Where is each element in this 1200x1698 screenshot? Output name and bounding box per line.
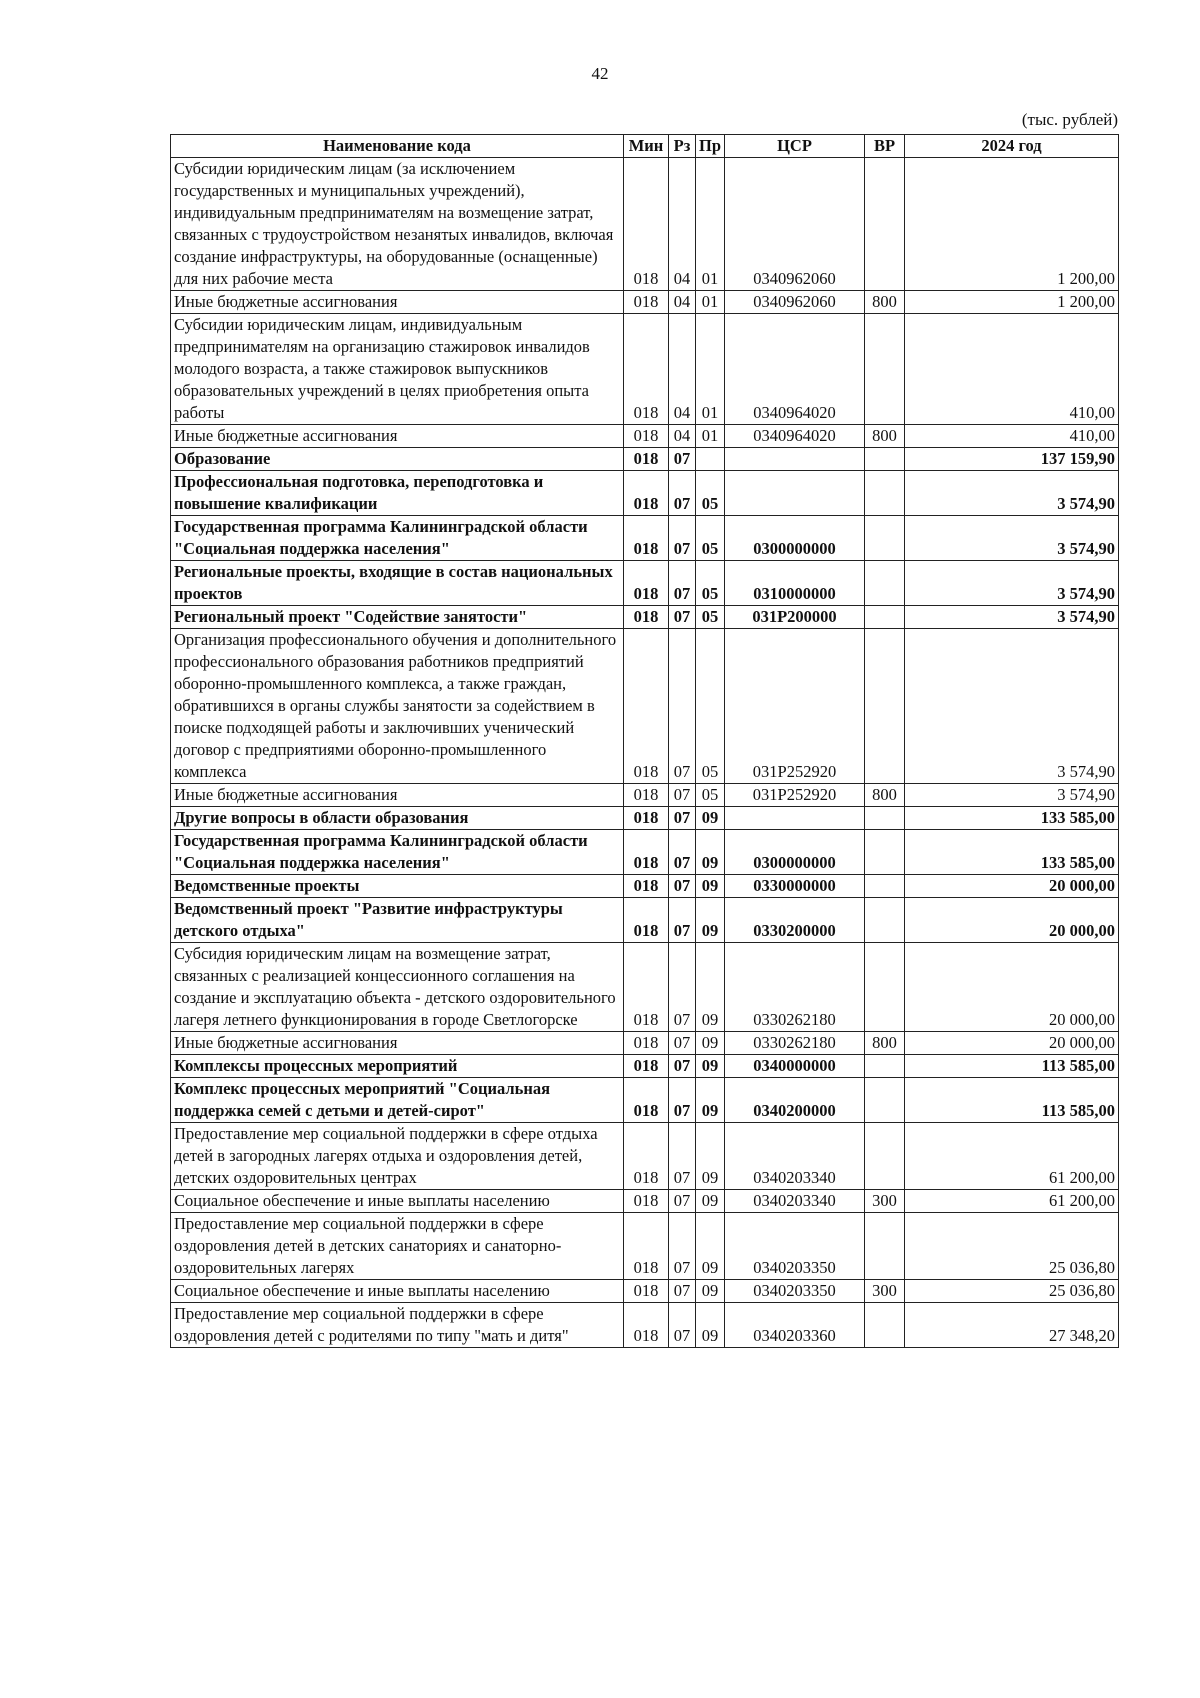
table-row	[171, 471, 1119, 516]
table-header-row	[171, 135, 1119, 158]
row-pr: 05	[696, 516, 725, 561]
row-pr: 09	[696, 1303, 725, 1348]
row-amount: 20 000,00	[905, 1032, 1119, 1055]
row-rz: 07	[669, 516, 696, 561]
table-row	[171, 1123, 1119, 1190]
row-pr: 05	[696, 784, 725, 807]
row-amount: 410,00	[905, 314, 1119, 425]
header-year: 2024 год	[905, 135, 1119, 158]
table-row	[171, 1055, 1119, 1078]
row-amount: 113 585,00	[905, 1055, 1119, 1078]
row-amount: 3 574,90	[905, 561, 1119, 606]
row-vr: 800	[865, 1032, 905, 1055]
row-amount: 3 574,90	[905, 471, 1119, 516]
row-min: 018	[624, 1280, 669, 1303]
row-vr	[865, 314, 905, 425]
row-amount: 3 574,90	[905, 784, 1119, 807]
row-amount: 113 585,00	[905, 1078, 1119, 1123]
row-csr: 0330200000	[725, 898, 865, 943]
row-pr: 09	[696, 830, 725, 875]
row-csr: 0340203340	[725, 1190, 865, 1213]
budget-table	[170, 134, 1119, 1348]
row-pr: 01	[696, 158, 725, 291]
row-amount: 25 036,80	[905, 1280, 1119, 1303]
row-name: Государственная программа Калининградской области "Социальная поддержка населения"	[171, 830, 624, 875]
row-name: Региональный проект "Содействие занятости"	[171, 606, 624, 629]
row-vr	[865, 943, 905, 1032]
row-csr: 0300000000	[725, 516, 865, 561]
row-csr: 0310000000	[725, 561, 865, 606]
row-csr: 031P252920	[725, 784, 865, 807]
row-csr: 0340200000	[725, 1078, 865, 1123]
row-amount: 1 200,00	[905, 158, 1119, 291]
row-vr: 800	[865, 425, 905, 448]
row-pr: 09	[696, 807, 725, 830]
table-row	[171, 629, 1119, 784]
table-row	[171, 807, 1119, 830]
row-rz: 07	[669, 807, 696, 830]
row-amount: 20 000,00	[905, 898, 1119, 943]
table-body	[171, 158, 1119, 1348]
row-vr	[865, 158, 905, 291]
row-name: Социальное обеспечение и иные выплаты населению	[171, 1280, 624, 1303]
row-vr	[865, 1123, 905, 1190]
row-pr: 09	[696, 875, 725, 898]
row-pr: 09	[696, 1213, 725, 1280]
units-caption: (тыс. рублей)	[1021, 110, 1118, 129]
row-amount: 3 574,90	[905, 606, 1119, 629]
row-csr: 0340962060	[725, 158, 865, 291]
row-rz: 07	[669, 448, 696, 471]
header-pr: Пр	[696, 135, 725, 158]
row-name: Комплекс процессных мероприятий "Социальная поддержка семей с детьми и детей-сирот"	[171, 1078, 624, 1123]
table-row	[171, 830, 1119, 875]
table-row	[171, 1032, 1119, 1055]
row-pr: 09	[696, 1055, 725, 1078]
row-name: Другие вопросы в области образования	[171, 807, 624, 830]
row-name: Образование	[171, 448, 624, 471]
row-vr	[865, 875, 905, 898]
row-name: Субсидии юридическим лицам, индивидуальным предпринимателям на организацию стажировок инвалидов молодого возраста, а также стажировок выпускников образовательных учреждений в целях приобретения опыта работы	[171, 314, 624, 425]
row-pr: 09	[696, 898, 725, 943]
row-min: 018	[624, 425, 669, 448]
row-pr: 09	[696, 1190, 725, 1213]
row-amount: 133 585,00	[905, 807, 1119, 830]
row-csr: 0340964020	[725, 425, 865, 448]
row-amount: 61 200,00	[905, 1123, 1119, 1190]
table-row	[171, 314, 1119, 425]
row-csr: 0340203360	[725, 1303, 865, 1348]
header-rz: Рз	[669, 135, 696, 158]
row-pr	[696, 448, 725, 471]
row-amount: 27 348,20	[905, 1303, 1119, 1348]
table-row	[171, 561, 1119, 606]
table-row	[171, 1303, 1119, 1348]
row-name: Иные бюджетные ассигнования	[171, 1032, 624, 1055]
row-vr	[865, 471, 905, 516]
row-min: 018	[624, 830, 669, 875]
row-pr: 05	[696, 606, 725, 629]
row-csr: 0300000000	[725, 830, 865, 875]
row-min: 018	[624, 1055, 669, 1078]
row-csr: 0330000000	[725, 875, 865, 898]
table-row	[171, 425, 1119, 448]
row-amount: 410,00	[905, 425, 1119, 448]
row-vr: 300	[865, 1280, 905, 1303]
row-min: 018	[624, 291, 669, 314]
row-csr: 0340962060	[725, 291, 865, 314]
row-name: Иные бюджетные ассигнования	[171, 784, 624, 807]
row-rz: 07	[669, 1190, 696, 1213]
row-vr	[865, 629, 905, 784]
table-row	[171, 448, 1119, 471]
row-vr	[865, 516, 905, 561]
row-min: 018	[624, 1078, 669, 1123]
row-pr: 01	[696, 291, 725, 314]
row-pr: 01	[696, 425, 725, 448]
table-row	[171, 291, 1119, 314]
row-pr: 05	[696, 629, 725, 784]
row-rz: 04	[669, 158, 696, 291]
row-vr	[865, 448, 905, 471]
header-min: Мин	[624, 135, 669, 158]
row-name: Социальное обеспечение и иные выплаты населению	[171, 1190, 624, 1213]
row-min: 018	[624, 1213, 669, 1280]
row-name: Предоставление мер социальной поддержки в сфере оздоровления детей в детских санаториях и санаторно-оздоровительных лагерях	[171, 1213, 624, 1280]
row-name: Государственная программа Калининградской области "Социальная поддержка населения"	[171, 516, 624, 561]
row-min: 018	[624, 875, 669, 898]
row-name: Организация профессионального обучения и дополнительного профессионального образования работников предприятий оборонно-промышленного комплекса, а также граждан, обратившихся в органы службы занятости за содействием в поиске подходящей работы и заключивших ученический договор с предприятиями оборонно-промышленного комплекса	[171, 629, 624, 784]
row-min: 018	[624, 1190, 669, 1213]
row-name: Субсидия юридическим лицам на возмещение затрат, связанных с реализацией концессионного соглашения на создание и эксплуатацию объекта - детского оздоровительного лагеря летнего функционирования в городе Светлогорске	[171, 943, 624, 1032]
row-min: 018	[624, 561, 669, 606]
row-pr: 09	[696, 1078, 725, 1123]
row-csr	[725, 471, 865, 516]
table-row	[171, 943, 1119, 1032]
row-vr	[865, 1213, 905, 1280]
row-rz: 07	[669, 1078, 696, 1123]
table-row	[171, 784, 1119, 807]
row-csr: 0330262180	[725, 1032, 865, 1055]
row-min: 018	[624, 448, 669, 471]
row-name: Ведомственные проекты	[171, 875, 624, 898]
row-amount: 133 585,00	[905, 830, 1119, 875]
row-min: 018	[624, 1123, 669, 1190]
row-rz: 07	[669, 943, 696, 1032]
row-name: Комплексы процессных мероприятий	[171, 1055, 624, 1078]
row-min: 018	[624, 898, 669, 943]
row-csr: 0340000000	[725, 1055, 865, 1078]
row-min: 018	[624, 158, 669, 291]
row-rz: 07	[669, 606, 696, 629]
header-name: Наименование кода	[171, 135, 624, 158]
row-pr: 09	[696, 1032, 725, 1055]
row-vr: 800	[865, 291, 905, 314]
row-rz: 04	[669, 291, 696, 314]
row-csr: 0330262180	[725, 943, 865, 1032]
row-vr	[865, 561, 905, 606]
row-min: 018	[624, 943, 669, 1032]
row-vr	[865, 1078, 905, 1123]
row-pr: 05	[696, 561, 725, 606]
row-pr: 05	[696, 471, 725, 516]
table-row	[171, 898, 1119, 943]
row-min: 018	[624, 1032, 669, 1055]
row-rz: 07	[669, 1303, 696, 1348]
row-csr: 0340203340	[725, 1123, 865, 1190]
row-name: Предоставление мер социальной поддержки в сфере оздоровления детей с родителями по типу "мать и дитя"	[171, 1303, 624, 1348]
row-rz: 07	[669, 561, 696, 606]
row-min: 018	[624, 314, 669, 425]
row-csr: 031P200000	[725, 606, 865, 629]
row-rz: 07	[669, 1213, 696, 1280]
row-csr: 0340964020	[725, 314, 865, 425]
row-amount: 3 574,90	[905, 516, 1119, 561]
row-min: 018	[624, 606, 669, 629]
row-min: 018	[624, 629, 669, 784]
row-vr	[865, 1303, 905, 1348]
row-amount: 20 000,00	[905, 875, 1119, 898]
row-vr	[865, 807, 905, 830]
row-vr	[865, 1055, 905, 1078]
table-row	[171, 1213, 1119, 1280]
row-csr: 0340203350	[725, 1213, 865, 1280]
row-name: Предоставление мер социальной поддержки в сфере отдыха детей в загородных лагерях отдыха и оздоровления детей, детских оздоровительных центрах	[171, 1123, 624, 1190]
table-row	[171, 1280, 1119, 1303]
row-amount: 61 200,00	[905, 1190, 1119, 1213]
row-pr: 01	[696, 314, 725, 425]
row-vr	[865, 898, 905, 943]
row-vr: 800	[865, 784, 905, 807]
row-rz: 07	[669, 629, 696, 784]
row-amount: 1 200,00	[905, 291, 1119, 314]
row-amount: 137 159,90	[905, 448, 1119, 471]
row-amount: 3 574,90	[905, 629, 1119, 784]
row-vr	[865, 606, 905, 629]
header-csr: ЦСР	[725, 135, 865, 158]
row-rz: 07	[669, 875, 696, 898]
row-amount: 25 036,80	[905, 1213, 1119, 1280]
row-csr	[725, 448, 865, 471]
table-row	[171, 158, 1119, 291]
row-rz: 04	[669, 314, 696, 425]
header-vr: ВР	[865, 135, 905, 158]
row-min: 018	[624, 471, 669, 516]
row-csr	[725, 807, 865, 830]
row-vr	[865, 830, 905, 875]
table-row	[171, 606, 1119, 629]
row-csr: 031P252920	[725, 629, 865, 784]
row-name: Иные бюджетные ассигнования	[171, 291, 624, 314]
page-number: 42	[591, 64, 609, 83]
row-rz: 07	[669, 898, 696, 943]
row-min: 018	[624, 516, 669, 561]
row-min: 018	[624, 1303, 669, 1348]
row-rz: 07	[669, 830, 696, 875]
row-name: Иные бюджетные ассигнования	[171, 425, 624, 448]
row-name: Профессиональная подготовка, переподготовка и повышение квалификации	[171, 471, 624, 516]
row-rz: 07	[669, 784, 696, 807]
row-name: Субсидии юридическим лицам (за исключением государственных и муниципальных учреждений), индивидуальным предпринимателям на возмещение затрат, связанных с трудоустройством незанятых инвалидов, включая создание инфраструктуры, на оборудованные (оснащенные) для них рабочие места	[171, 158, 624, 291]
row-amount: 20 000,00	[905, 943, 1119, 1032]
row-min: 018	[624, 807, 669, 830]
table-row	[171, 1190, 1119, 1213]
row-rz: 07	[669, 1032, 696, 1055]
row-pr: 09	[696, 1280, 725, 1303]
row-pr: 09	[696, 943, 725, 1032]
row-name: Ведомственный проект "Развитие инфраструктуры детского отдыха"	[171, 898, 624, 943]
row-min: 018	[624, 784, 669, 807]
row-rz: 07	[669, 1055, 696, 1078]
row-rz: 07	[669, 471, 696, 516]
table-row	[171, 875, 1119, 898]
row-rz: 07	[669, 1123, 696, 1190]
table-row	[171, 516, 1119, 561]
row-name: Региональные проекты, входящие в состав национальных проектов	[171, 561, 624, 606]
row-rz: 07	[669, 1280, 696, 1303]
row-csr: 0340203350	[725, 1280, 865, 1303]
table-row	[171, 1078, 1119, 1123]
row-rz: 04	[669, 425, 696, 448]
row-vr: 300	[865, 1190, 905, 1213]
row-pr: 09	[696, 1123, 725, 1190]
